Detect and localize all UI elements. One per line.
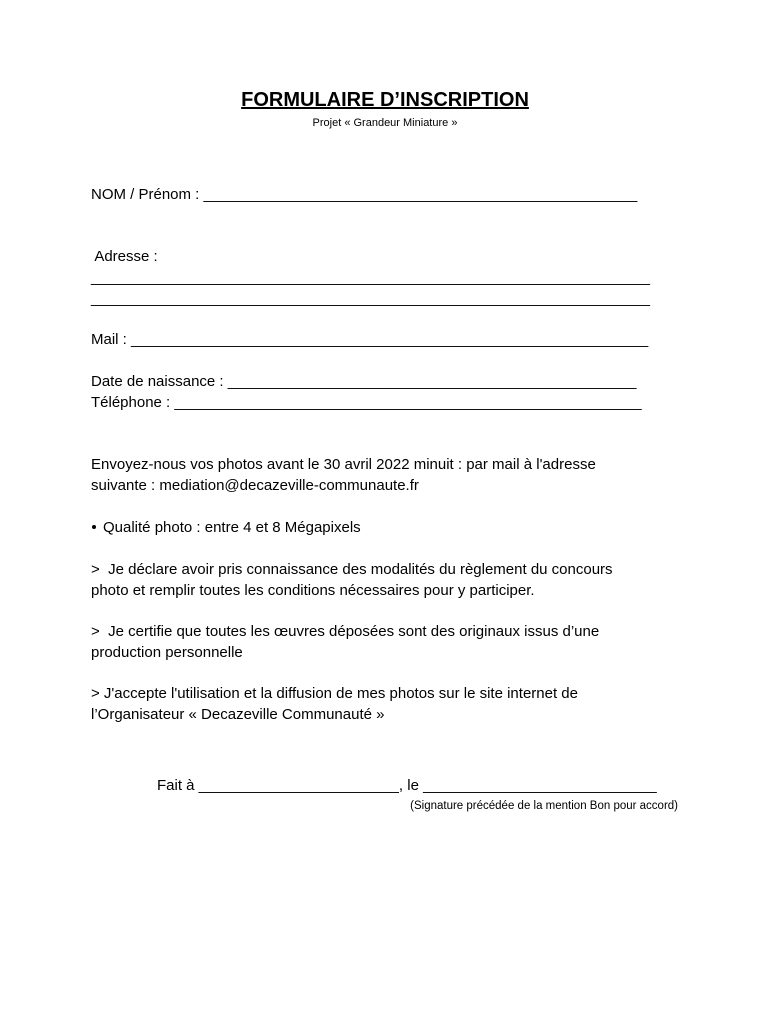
- bullet-icon: [92, 525, 96, 529]
- declare-line-2: photo et remplir toutes les conditions nécessaires pour y participer.: [91, 582, 535, 599]
- quality-text: Qualité photo : entre 4 et 8 Mégapixels: [103, 519, 361, 536]
- adresse-line-1: ___________________________________________________________________: [91, 269, 650, 286]
- adresse-line-2: ___________________________________________________________________: [91, 290, 650, 307]
- adresse-label: Adresse :: [91, 248, 158, 265]
- form-subtitle: Projet « Grandeur Miniature »: [312, 117, 458, 129]
- accept-line-1: > J'accepte l'utilisation et la diffusion de mes photos sur le site internet de: [91, 685, 578, 702]
- send-instructions-line-2: suivante : mediation@decazeville-communaute.fr: [91, 477, 419, 494]
- nom-prenom-field: NOM / Prénom : ____________________________________________________: [91, 186, 638, 203]
- telephone-field: Téléphone : ________________________________________________________: [91, 394, 642, 411]
- mail-field: Mail : ______________________________________________________________: [91, 331, 649, 348]
- fait-a-signature-line: Fait à ________________________, le ____________________________: [157, 777, 657, 794]
- form-title: FORMULAIRE D’INSCRIPTION: [241, 89, 529, 111]
- accept-line-2: l’Organisateur « Decazeville Communauté »: [91, 706, 385, 723]
- certify-line-1: > Je certifie que toutes les œuvres déposées sont des originaux issus d’une: [91, 623, 600, 640]
- send-instructions-line-1: Envoyez-nous vos photos avant le 30 avril 2022 minuit : par mail à l'adresse: [91, 456, 596, 473]
- quality-bullet-item: [91, 519, 361, 537]
- signature-note: (Signature précédée de la mention Bon pour accord): [410, 800, 678, 812]
- declare-line-1: > Je déclare avoir pris connaissance des modalités du règlement du concours: [91, 561, 613, 578]
- date-naissance-field: Date de naissance : _________________________________________________: [91, 373, 637, 390]
- certify-line-2: production personnelle: [91, 644, 243, 661]
